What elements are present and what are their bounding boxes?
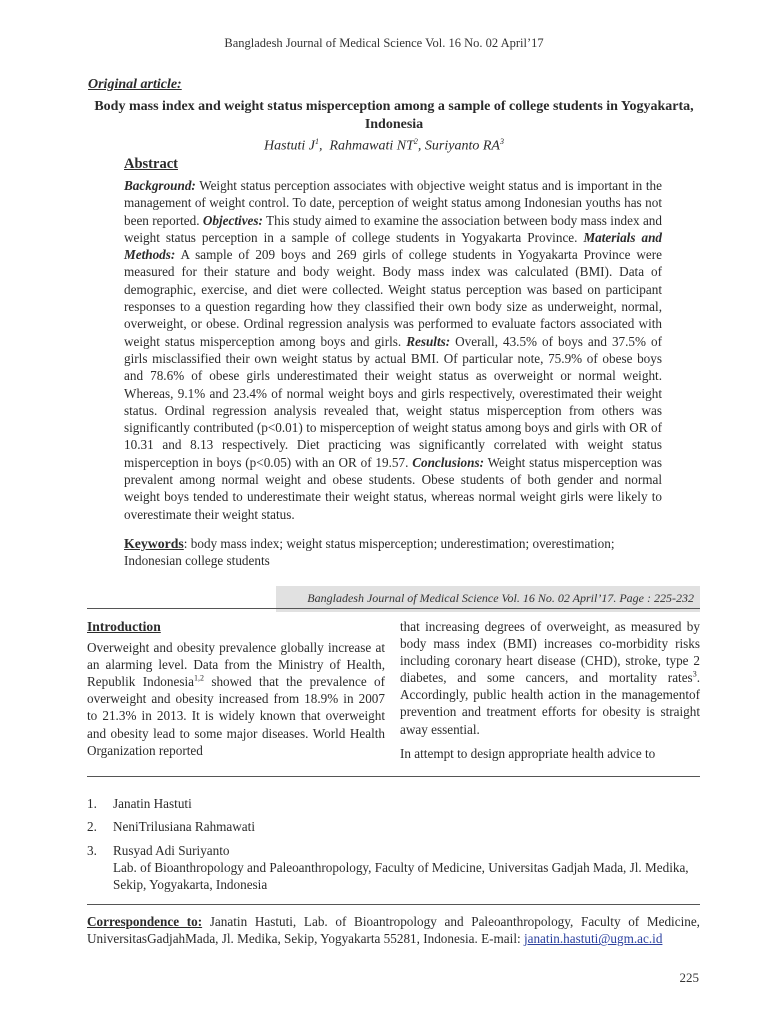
affiliation-item <box>87 818 700 835</box>
author-name: Hastuti J <box>264 138 315 154</box>
affiliation-name: Rusyad Adi Suriyanto <box>113 842 230 858</box>
methods-label: Materials and Methods: <box>124 229 662 263</box>
background-text: Weight status perception associates with objective weight status and is important in the management of weight control. To date, perception of weight status among Indonesian youths has not been reported. <box>124 178 662 228</box>
introduction-paragraph: In attempt to design appropriate health advice to <box>400 745 656 761</box>
introduction-paragraph <box>400 618 700 738</box>
author-separator: , <box>417 138 425 154</box>
author-name: Rahmawati NT <box>329 138 414 154</box>
results-text: Overall, 43.5% of boys and 37.5% of girls misclassified their own weight status by actual BMI. Of particular note, 75.9% of obese boys and 78.6% of obese girls underestimated their weight status as overweight or normal weight. Whereas, 9.1% and 23.4% of normal weight boys and girls respectively, overestimated their weight status. Ordinal regression analysis revealed that, weight status misperception from others was significantly contributed (p<0.01) to misperception of weight status among boys and girls with OR of 10.31 and 8.13 respectively. Diet practicing was significantly correlated with weight status misperception in boys (p<0.05) with an OR of 19.57. <box>124 333 662 470</box>
introduction-left-column <box>87 618 385 759</box>
affiliation-number: 3. <box>87 842 97 858</box>
intro-text: Overweight and obesity prevalence globally increase at an alarming level. Data from the Ministry of Health, Republik Indonesia <box>87 640 385 690</box>
correspondence-label: Correspondence to: <box>87 914 203 929</box>
correspondence <box>87 913 700 948</box>
affiliation-item <box>87 795 700 812</box>
intro-text: that increasing degrees of overweight, as measured by body mass index (BMI) increases co-morbidity risks including coronary heart disease (CHD), stroke, type 2 diabetes, and some cancers, and mortality rates <box>400 619 700 686</box>
objectives-label: Objectives: <box>202 212 263 228</box>
author-name: Suriyanto RA <box>424 138 500 154</box>
correspondence-divider <box>87 904 700 905</box>
introduction-right-column <box>400 618 700 762</box>
citation-text: Bangladesh Journal of Medical Science Vol. 16 No. 02 April’17. Page : 225-232 <box>307 591 694 605</box>
author-separator: , <box>319 138 330 154</box>
intro-text: . Accordingly, public health action in the managementof prevention and treatment efforts for obesity is straight away essential. <box>400 670 700 737</box>
running-header: Bangladesh Journal of Medical Science Vol. 16 No. 02 April’17 <box>224 36 544 50</box>
article-title: Body mass index and weight status misperception among a sample of college students in Yogyakarta, Indonesia <box>94 99 694 132</box>
methods-text: A sample of 209 boys and 269 girls of college students in Yogyakarta Province were measured for their stature and body weight. Body mass index was calculated (BMI). Data of demographic, exercise, and diet were collected. Weight status perception was based on participant responses to a question regarding how they classified their own body size as underweight, normal, overweight, or obese. Ordinal regression analysis was performed to evaluate factors associated with weight status misperception among boys and girls. <box>124 247 662 349</box>
abstract-body <box>124 177 662 523</box>
objectives-text: This study aimed to examine the association between body mass index and weight status perception in a sample of college students in Yogyakarta Province. <box>124 212 662 245</box>
author-list <box>0 137 768 155</box>
citation-mark: 1,2 <box>193 673 204 683</box>
keywords-text: : body mass index; weight status misperception; underestimation; overestimation; Indonesian college students <box>124 536 615 569</box>
affiliation-detail: Lab. of Bioanthropology and Paleoanthropology, Faculty of Medicine, Universitas Gadjah Mada, Jl. Medika, Sekip, Yogyakarta, Indonesia <box>113 859 689 893</box>
affiliation-name: Janatin Hastuti <box>113 796 192 811</box>
introduction-heading: Introduction <box>87 619 161 634</box>
footnote-divider <box>87 776 700 777</box>
results-label: Results: <box>406 333 451 349</box>
introduction-paragraph <box>87 639 385 759</box>
page-number: 225 <box>679 970 699 985</box>
conclusions-text: Weight status misperception was prevalent among normal weight and obese students. Obese students of both gender and normal weight boys tended to underestimate their weight status, whereas normal weight girls were likely to overestimate their weight status. <box>124 454 663 522</box>
conclusions-label: Conclusions: <box>412 454 485 470</box>
background-label: Background: <box>124 178 196 193</box>
author-affiliation-mark: 2 <box>413 137 418 146</box>
author-affiliation-mark: 3 <box>499 137 504 146</box>
citation-mark: 3 <box>692 669 697 679</box>
affiliation-item <box>87 842 700 894</box>
affiliation-name: NeniTrilusiana Rahmawati <box>113 819 255 835</box>
article-type-label: Original article: <box>88 77 182 92</box>
affiliation-number: 2. <box>87 819 97 835</box>
keywords <box>124 535 662 570</box>
correspondence-text: Janatin Hastuti, Lab. of Bioantropology and Paleoanthropology, Faculty of Medicine, UniversitasGadjahMada, Jl. Medika, Sekip, Yogyakarta 55281, Indonesia. E-mail: <box>87 914 700 947</box>
section-divider <box>87 608 700 609</box>
affiliations-list <box>87 795 700 899</box>
intro-text: showed that the prevalence of overweight and obesity increased from 18.9% in 2007 to 21.3% in 2013. It is widely known that overweight and obesity lead to some major diseases. World Health Organization reported <box>87 674 386 758</box>
author-affiliation-mark: 1 <box>315 137 319 146</box>
keywords-label: Keywords <box>124 536 184 551</box>
abstract-heading: Abstract <box>124 156 178 172</box>
affiliation-number: 1. <box>87 796 97 811</box>
email-link[interactable]: janatin.hastuti@ugm.ac.id <box>523 931 663 947</box>
